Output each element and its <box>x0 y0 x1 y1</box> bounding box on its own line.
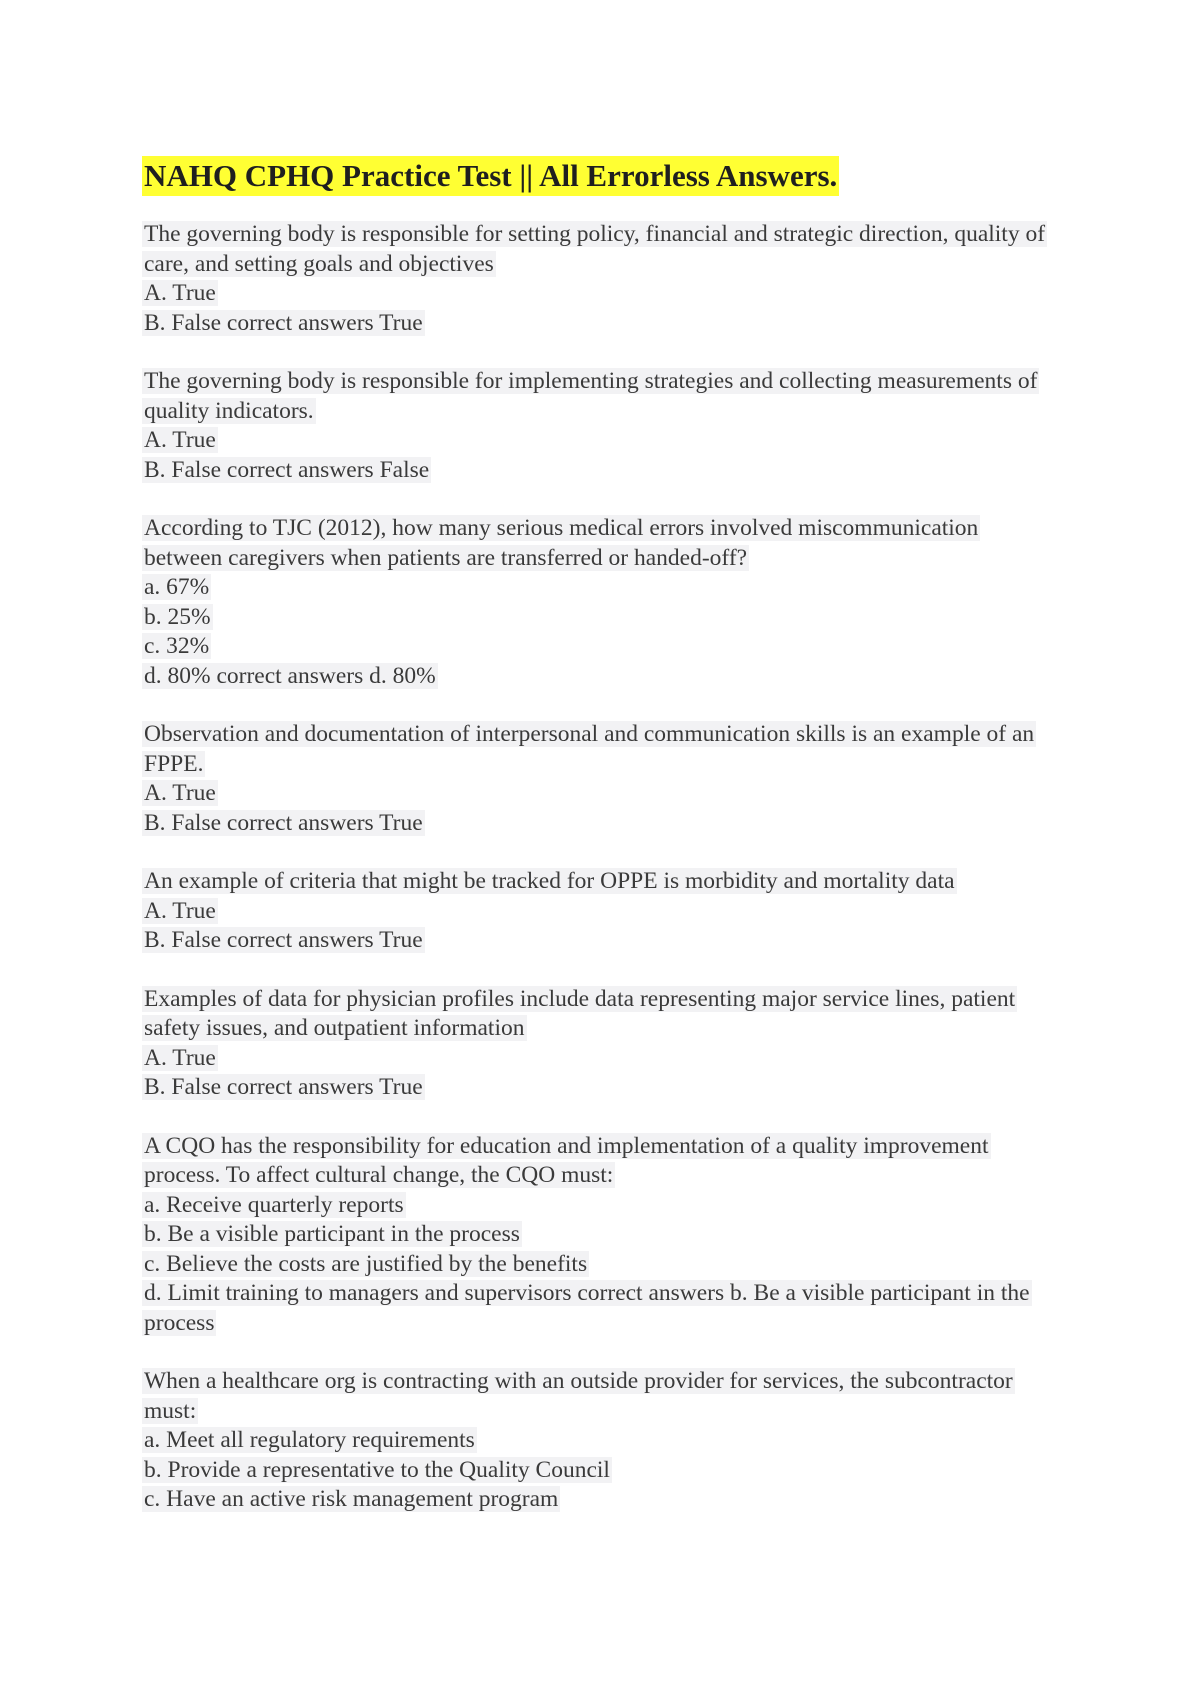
answer-option: A. True <box>144 1044 216 1071</box>
question-text-line: FPPE. <box>144 750 204 777</box>
answer-option: c. Have an active risk management program <box>144 1486 559 1512</box>
question-text-line: must: <box>144 1397 197 1424</box>
answer-option: A. True <box>144 427 216 453</box>
question-block-6 <box>142 985 1072 1103</box>
answer-option: c. Believe the costs are justified by the benefits <box>144 1250 588 1277</box>
question-block-7 <box>142 1132 1072 1339</box>
question-block-2 <box>142 367 1072 485</box>
document-page <box>142 156 1072 1544</box>
question-block-1 <box>142 220 1072 338</box>
answer-option: A. True <box>144 897 216 924</box>
question-text-line: A CQO has the responsibility for education and implementation of a quality improvement <box>144 1132 989 1159</box>
answer-option-with-correct-answer: B. False correct answers False <box>144 456 430 483</box>
question-text-line: According to TJC (2012), how many serious medical errors involved miscommunication <box>144 515 979 541</box>
question-text-line: process. To affect cultural change, the CQO must: <box>144 1162 614 1188</box>
answer-option: b. 25% <box>144 603 211 630</box>
question-block-3 <box>142 514 1072 691</box>
answer-option-with-correct-answer: B. False correct answers True <box>144 809 423 836</box>
question-block-8 <box>142 1367 1072 1515</box>
question-text-line: between caregivers when patients are transferred or handed-off? <box>144 544 748 571</box>
answer-option: A. True <box>144 280 216 306</box>
answer-option: c. 32% <box>144 633 210 659</box>
document-title: NAHQ CPHQ Practice Test || All Errorless Answers. <box>142 156 839 196</box>
answer-option: a. Receive quarterly reports <box>144 1191 404 1218</box>
answer-option-with-correct-answer: B. False correct answers True <box>144 927 423 953</box>
answer-option-with-correct-answer: d. 80% correct answers d. 80% <box>144 662 436 689</box>
answer-option-with-correct-answer: process <box>144 1309 215 1336</box>
answer-option-with-correct-answer: B. False correct answers True <box>144 1074 423 1100</box>
question-text-line: The governing body is responsible for setting policy, financial and strategic direction, quality of <box>144 221 1046 247</box>
answer-option: b. Be a visible participant in the process <box>144 1221 520 1247</box>
answer-option: a. Meet all regulatory requirements <box>144 1427 475 1453</box>
answer-option: A. True <box>144 780 216 806</box>
question-text-line: safety issues, and outpatient information <box>144 1015 525 1041</box>
question-block-5 <box>142 867 1072 956</box>
answer-option: b. Provide a representative to the Quality Council <box>144 1456 610 1483</box>
question-text-line: When a healthcare org is contracting with an outside provider for services, the subcontractor <box>144 1368 1013 1394</box>
question-text-line: quality indicators. <box>144 397 314 424</box>
answer-option: a. 67% <box>144 574 210 600</box>
question-text-line: Observation and documentation of interpersonal and communication skills is an example of an <box>144 721 1035 747</box>
answer-option-with-correct-answer: d. Limit training to managers and supervisors correct answers b. Be a visible participant in the <box>144 1280 1030 1306</box>
question-text-line: An example of criteria that might be tracked for OPPE is morbidity and mortality data <box>144 868 955 894</box>
question-text-line: The governing body is responsible for implementing strategies and collecting measurements of <box>144 368 1038 394</box>
question-text-line: care, and setting goals and objectives <box>144 250 494 277</box>
question-text-line: Examples of data for physician profiles include data representing major service lines, patient <box>144 985 1016 1012</box>
question-block-4 <box>142 720 1072 838</box>
answer-option-with-correct-answer: B. False correct answers True <box>144 309 423 336</box>
